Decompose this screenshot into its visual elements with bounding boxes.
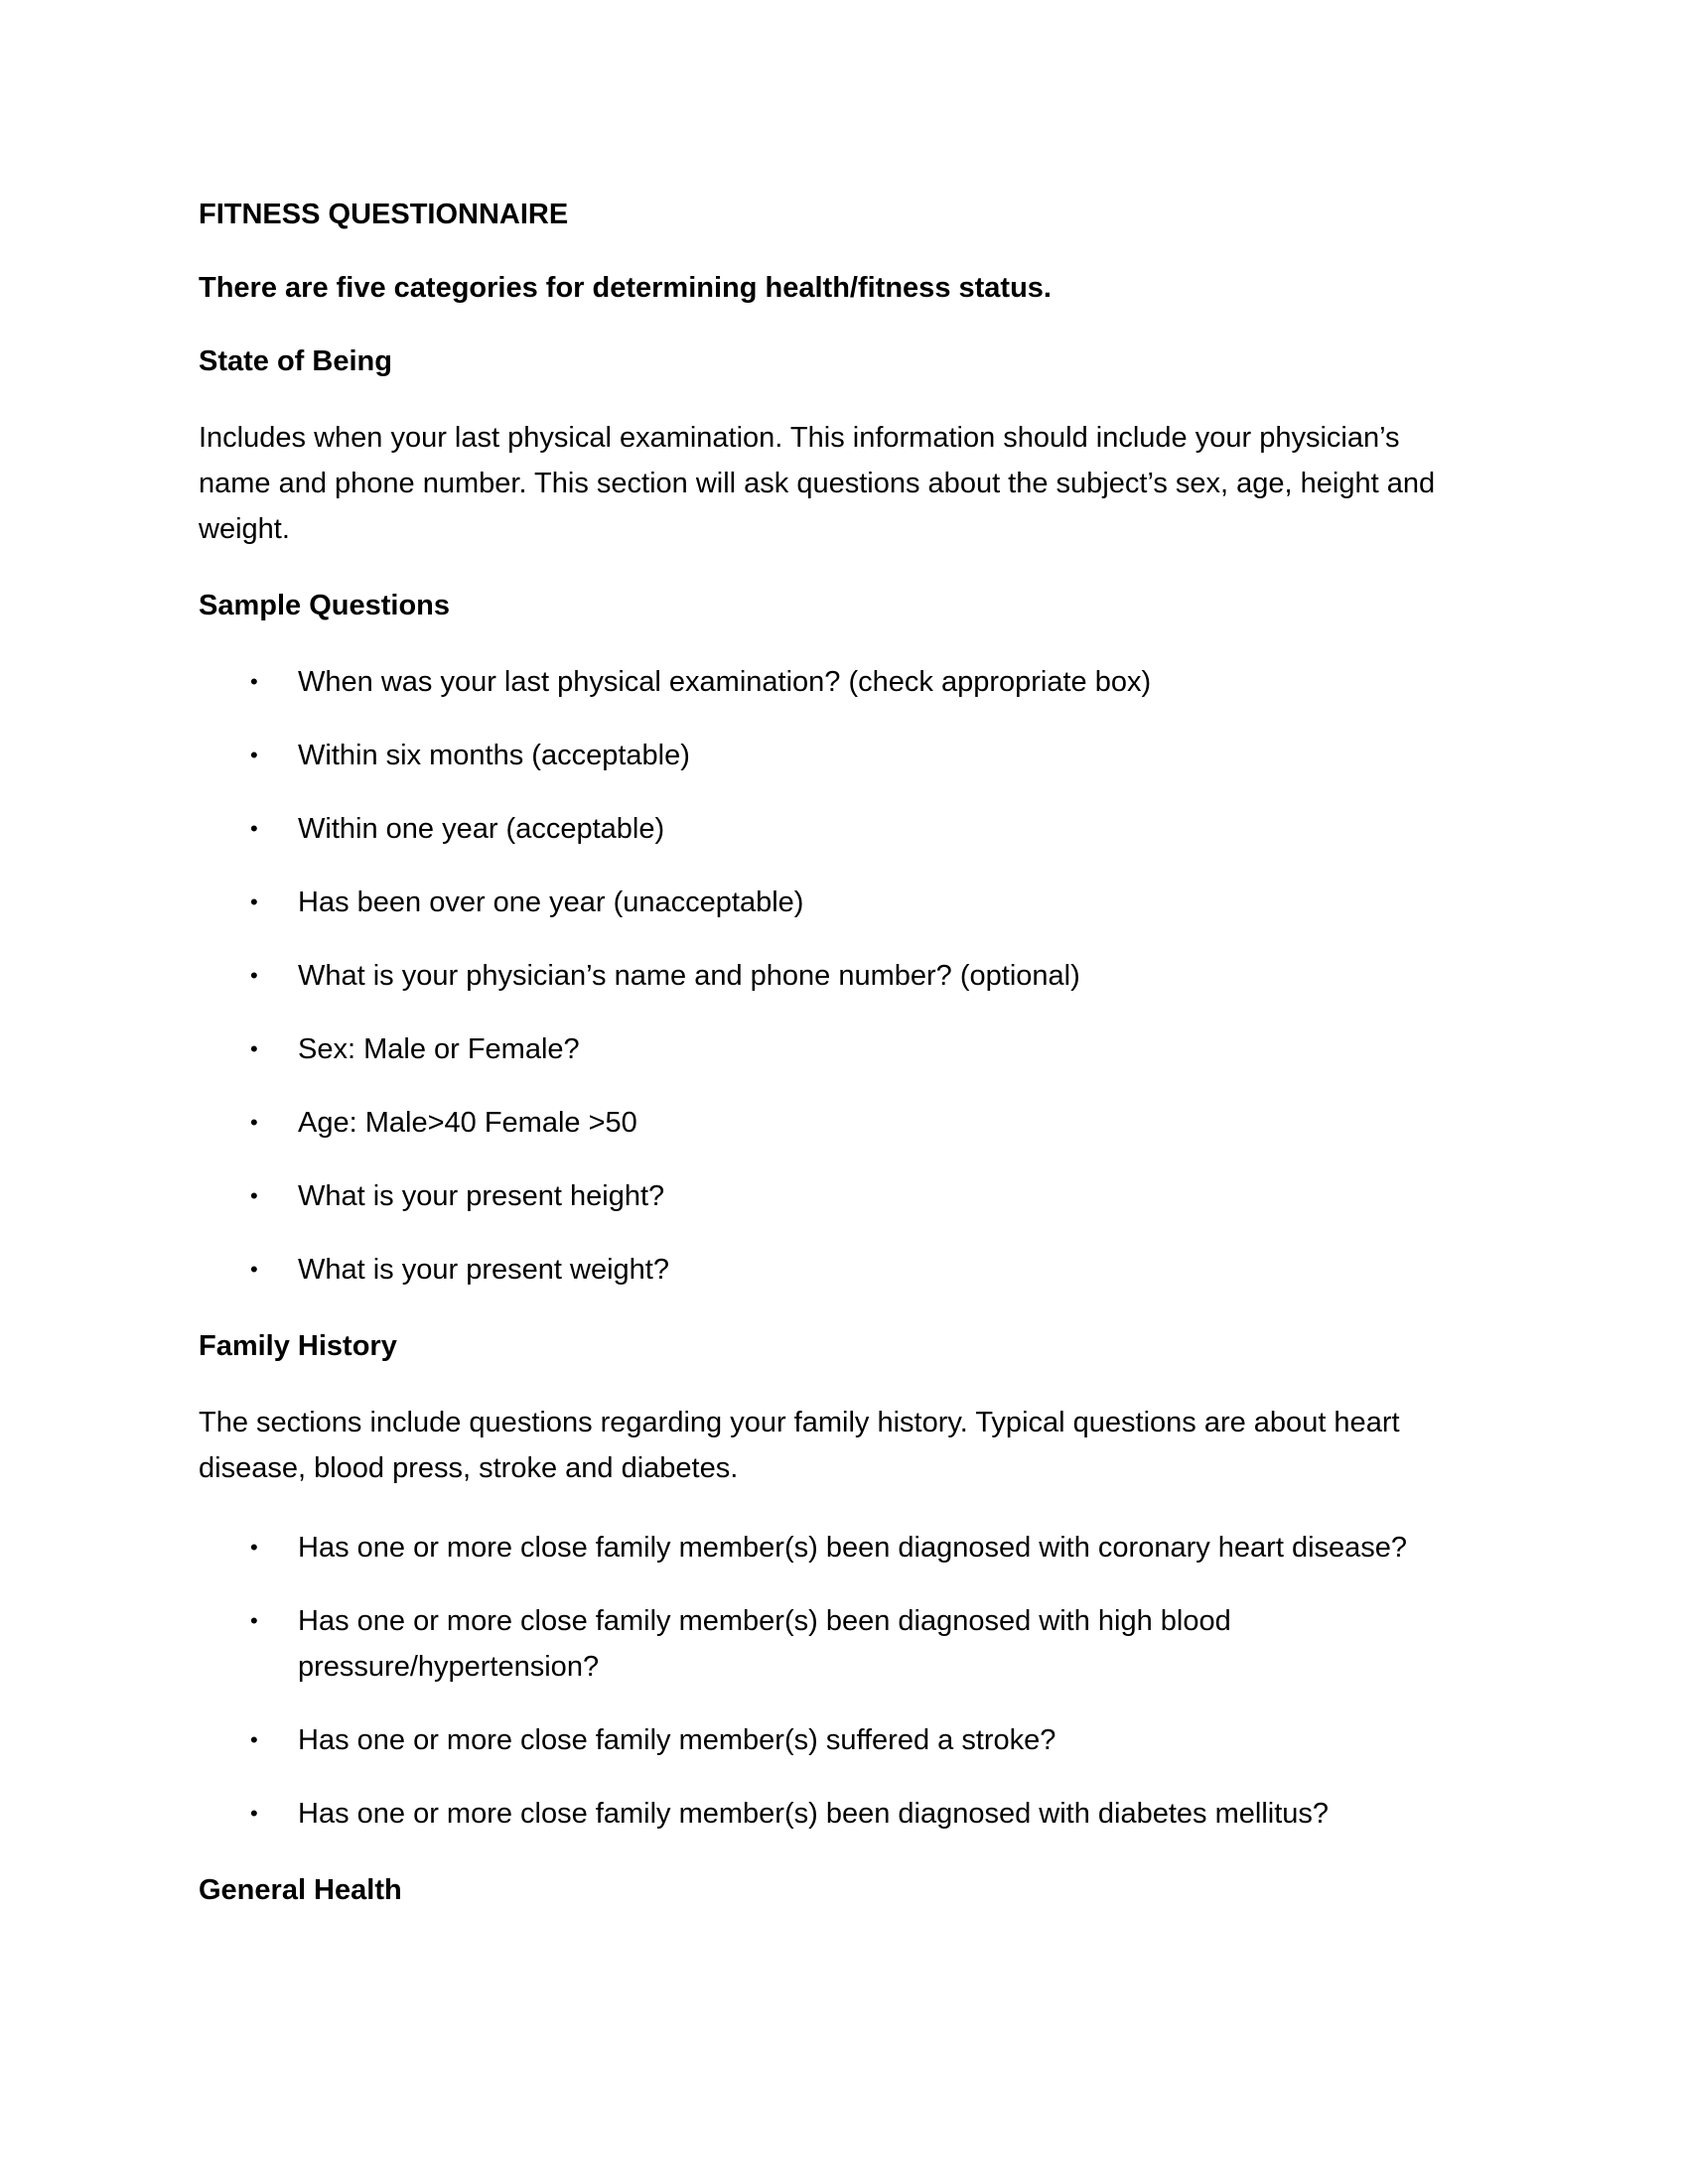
family-history-paragraph: The sections include questions regarding your family history. Typical questions are about heart disease, blood press, stroke and diabetes.	[199, 1407, 1400, 1484]
sample-questions-list	[199, 659, 1489, 1293]
bullet-icon: •	[250, 1036, 258, 1061]
document-page	[199, 195, 1489, 1944]
list-item-text: What is your present weight?	[298, 1254, 669, 1286]
bullet-icon: •	[250, 1608, 258, 1633]
list-item	[199, 880, 1489, 925]
list-item	[199, 1791, 1489, 1837]
bullet-icon: •	[250, 889, 258, 914]
bullet-icon: •	[250, 816, 258, 841]
list-item	[199, 953, 1489, 999]
list-item-text: Age: Male>40 Female >50	[298, 1107, 637, 1139]
list-item-text: What is your present height?	[298, 1180, 665, 1212]
list-item	[199, 1247, 1489, 1293]
bullet-icon: •	[250, 1110, 258, 1135]
list-item-text: Has one or more close family member(s) suffered a stroke?	[298, 1724, 1056, 1756]
bullet-icon: •	[250, 1183, 258, 1208]
document-title: FITNESS QUESTIONNAIRE	[199, 199, 569, 230]
list-item	[199, 1717, 1489, 1763]
list-item-text: Sex: Male or Female?	[298, 1033, 580, 1065]
bullet-icon: •	[250, 1257, 258, 1282]
list-item	[199, 806, 1489, 852]
list-item-text: Has one or more close family member(s) been diagnosed with coronary heart disease?	[298, 1532, 1408, 1564]
bullet-icon: •	[250, 1727, 258, 1752]
bullet-icon: •	[250, 1535, 258, 1560]
list-item	[199, 1100, 1489, 1146]
list-item-text: What is your physician’s name and phone number? (optional)	[298, 960, 1080, 992]
list-item	[199, 1525, 1489, 1570]
section-heading-sample-questions: Sample Questions	[199, 590, 451, 621]
lead-statement: There are five categories for determining health/fitness status.	[199, 272, 1052, 304]
list-item	[199, 1026, 1489, 1072]
bullet-icon: •	[250, 963, 258, 988]
list-item	[199, 1173, 1489, 1219]
list-item	[199, 1598, 1489, 1690]
list-item	[199, 733, 1489, 778]
list-item-text: Within one year (acceptable)	[298, 813, 665, 845]
section-heading-state-of-being: State of Being	[199, 345, 392, 377]
list-item-text: When was your last physical examination? (check appropriate box)	[298, 666, 1152, 698]
section-heading-family-history: Family History	[199, 1330, 397, 1362]
state-of-being-paragraph: Includes when your last physical examination. This information should include your physician’s name and phone number. This section will ask questions about the subject’s sex, age, height and weight.	[199, 422, 1436, 545]
bullet-icon: •	[250, 1801, 258, 1826]
list-item-text: Has one or more close family member(s) been diagnosed with diabetes mellitus?	[298, 1798, 1330, 1830]
list-item-text: Has been over one year (unacceptable)	[298, 887, 804, 918]
family-history-list	[199, 1525, 1489, 1837]
bullet-icon: •	[250, 669, 258, 694]
list-item	[199, 659, 1489, 705]
bullet-icon: •	[250, 743, 258, 767]
list-item-text: Has one or more close family member(s) been diagnosed with high blood pressure/hypertension?	[298, 1605, 1231, 1683]
section-heading-general-health: General Health	[199, 1874, 402, 1906]
list-item-text: Within six months (acceptable)	[298, 740, 690, 771]
